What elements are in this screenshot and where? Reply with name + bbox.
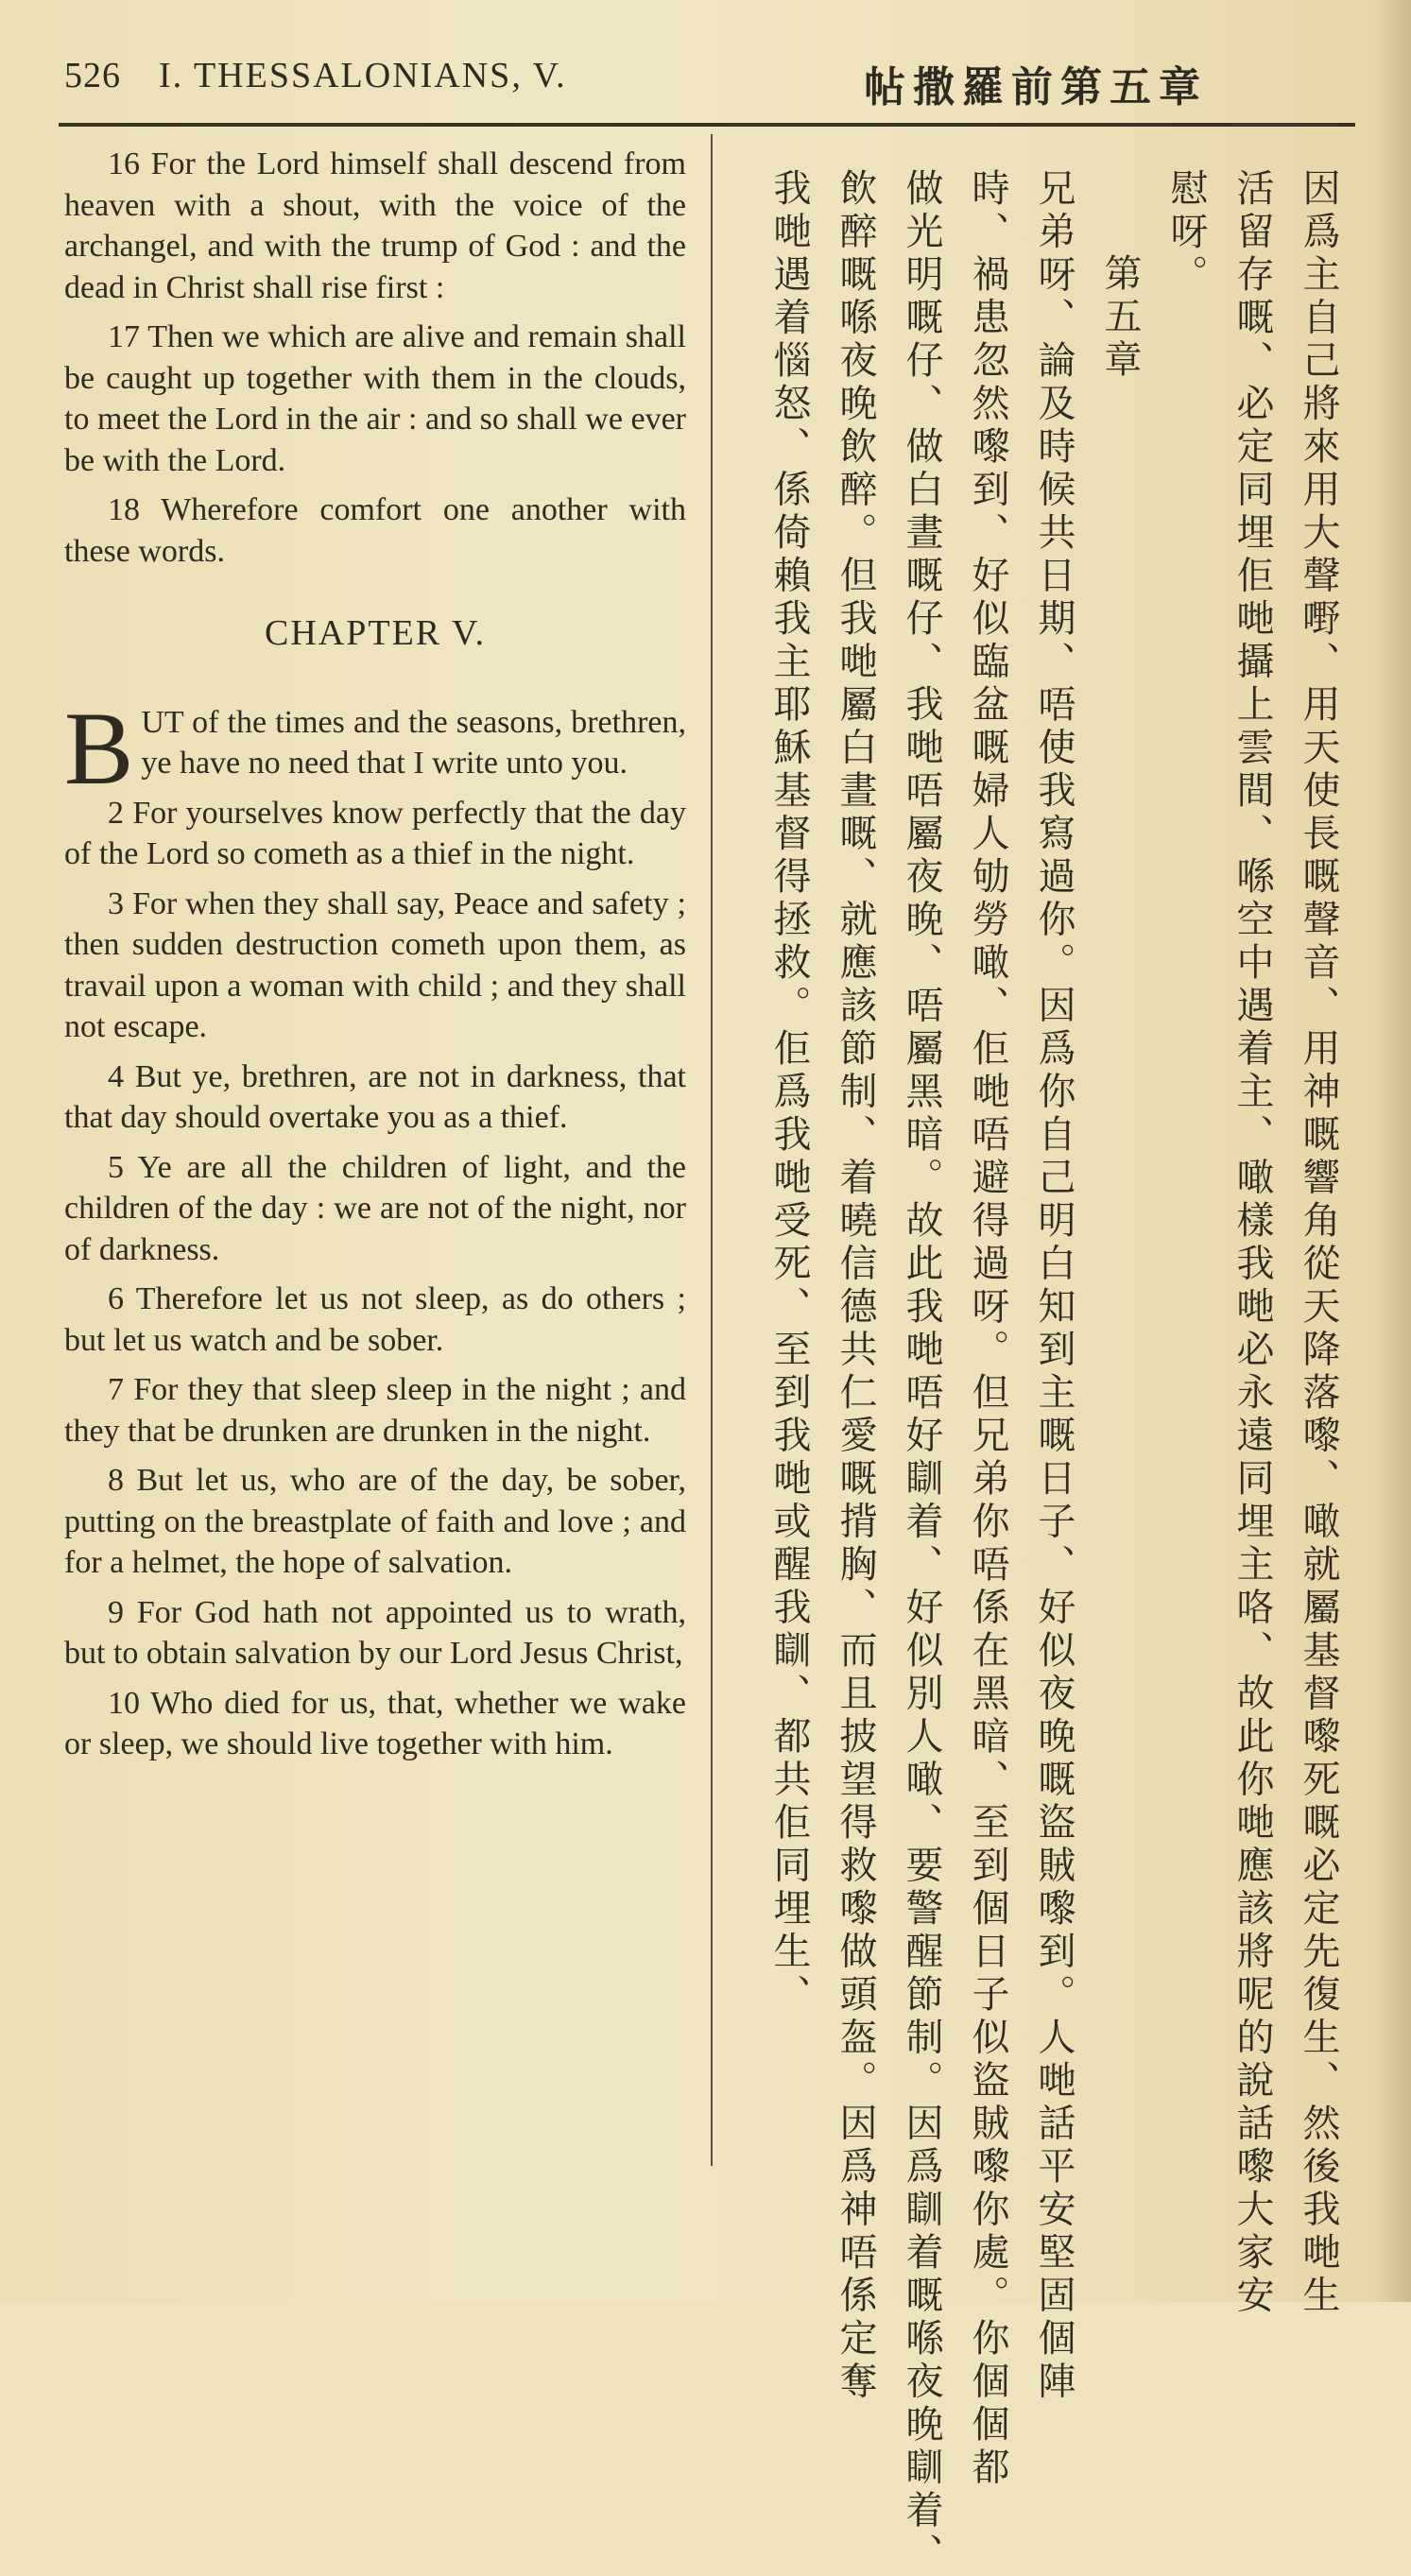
chinese-line: 做光明嘅仔、做白晝嘅仔、我哋唔屬夜晚、唔屬黑暗。故此我哋唔好瞓着、好似別人噉、要警醒節制。因爲瞓着嘅喺夜晚瞓着、 [900, 168, 943, 2576]
chinese-column [728, 168, 1351, 2576]
chinese-running-title: 帖撒羅前第五章 [864, 63, 1208, 112]
chinese-line: 時、禍患忽然嚟到、好似臨盆嘅婦人劬勞噉、佢哋唔避得過呀。但兄弟你唔係在黑暗、至到個日子似盜賊嚟你處。你個個都 [966, 168, 1009, 2490]
chapter-heading: CHAPTER V. [265, 613, 486, 653]
verse-4: 4 But ye, brethren, are not in darkness, that that day should overtake you as a thief. [64, 1058, 686, 1135]
chinese-line: 活留存嘅、必定同埋佢哋攝上雲間、喺空中遇着主、噉樣我哋必永遠同埋主咯、故此你哋應該將呢的說話嚟大家安 [1230, 168, 1274, 2318]
verse-8: 8 But let us, who are of the day, be sober, putting on the breastplate of faith and love ; and for a helmet, the hope of salvation. [64, 1463, 686, 1580]
verse-6: 6 Therefore let us not sleep, as do others ; but let us watch and be sober. [64, 1281, 686, 1358]
chinese-line: 飲醉嘅喺夜晚飲醉。但我哋屬白晝嘅、就應該節制、着曉信德共仁愛嘅揹胸、而且披望得救嚟做頭盔。因爲神唔係定奪 [834, 168, 877, 2404]
verse-9: 9 For God hath not appointed us to wrath, but to obtain salvation by our Lord Jesus Christ, [64, 1594, 686, 1671]
chinese-line: 因爲主自己將來用大聲嘢、用天使長嘅聲音、用神嘅響角從天降落嚟、噉就屬基督嚟死嘅必定先復生、然後我哋生 [1297, 168, 1340, 2318]
chinese-chapter-heading: 第五章 [1098, 253, 1142, 383]
verse-18: 18 Wherefore comfort one another with these words. [64, 492, 686, 569]
verse-2: 2 For yourselves know perfectly that the day of the Lord so cometh as a thief in the night. [64, 795, 686, 871]
chinese-line: 慰呀。 [1164, 168, 1208, 298]
verse-3: 3 For when they shall say, Peace and safety ; then sudden destruction cometh upon them, as travail upon a woman with child ; and they shall not escape. [64, 885, 686, 1044]
chinese-line: 我哋遇着惱怒、係倚賴我主耶穌基督得拯救。佢爲我哋受死、至到我哋或醒我瞓、都共佢同埋生、 [767, 168, 811, 2018]
verse-7: 7 For they that sleep sleep in the night ; and they that be drunken are drunken in the night. [64, 1372, 686, 1449]
running-title: I. THESSALONIANS, V. [159, 56, 567, 95]
english-column [64, 144, 686, 1774]
header-rule [59, 123, 1355, 127]
column-divider [711, 134, 713, 2166]
page-header [64, 55, 1331, 121]
verse-17: 17 Then we which are alive and remain shall be caught up together with them in the clouds, to meet the Lord in the air : and so shall we ever be with the Lord. [64, 319, 686, 478]
verse-1 [64, 690, 686, 806]
page-edge-shadow [1373, 0, 1411, 2302]
verse-10: 10 Who died for us, that, whether we wake or sleep, we should live together with him. [64, 1685, 686, 1761]
verse-1-text: UT of the times and the seasons, brethren, ye have no need that I write unto you. [141, 704, 686, 781]
page-number: 526 [64, 56, 121, 95]
chinese-line: 兄弟呀、論及時候共日期、唔使我寫過你。因爲你自己明白知到主嘅日子、好似夜晚嘅盜賊嚟到。人哋話平安堅固個陣 [1032, 168, 1075, 2404]
verse-16: 16 For the Lord himself shall descend from heaven with a shout, with the voice of the archangel, and with the trump of God : and the dead in Christ shall rise first : [64, 146, 686, 305]
verse-5: 5 Ye are all the children of light, and the children of the day : we are not of the night, nor of darkness. [64, 1149, 686, 1267]
drop-cap: B [64, 690, 134, 806]
